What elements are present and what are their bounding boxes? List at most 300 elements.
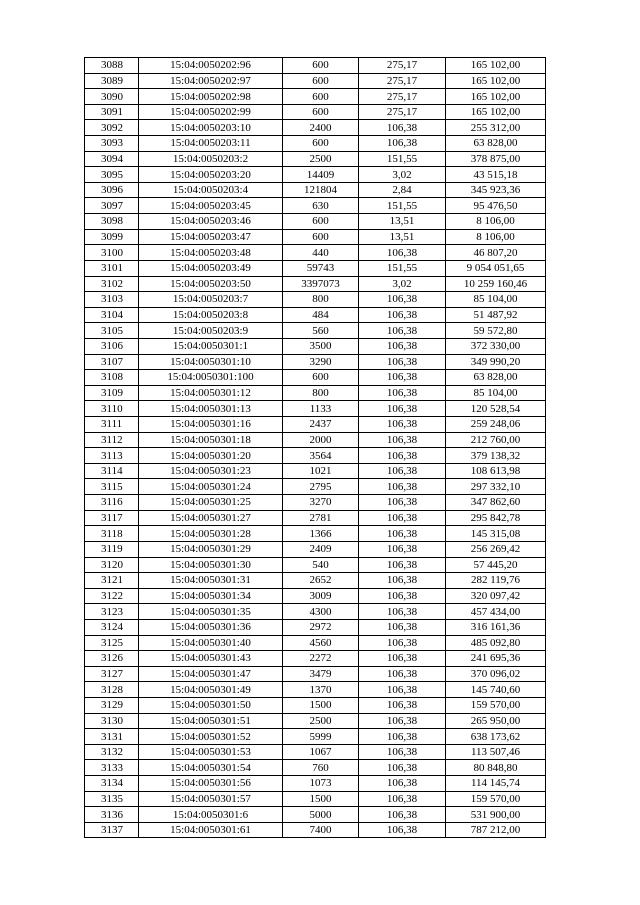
cell-cadastral-value: 372 330,00 — [446, 338, 546, 354]
cell-area: 2500 — [283, 713, 359, 729]
cell-cadastral-value: 8 106,00 — [446, 229, 546, 245]
cell-cadastral-number: 15:04:0050301:52 — [139, 729, 283, 745]
table-row — [85, 182, 546, 198]
cell-specific-value: 106,38 — [359, 791, 446, 807]
cell-area: 3009 — [283, 588, 359, 604]
cell-specific-value: 106,38 — [359, 448, 446, 464]
table-row — [85, 713, 546, 729]
cell-area: 3397073 — [283, 276, 359, 292]
table-row — [85, 697, 546, 713]
cell-cadastral-number: 15:04:0050301:10 — [139, 354, 283, 370]
cell-area: 1133 — [283, 401, 359, 417]
table-row — [85, 198, 546, 214]
cell-row-number: 3097 — [85, 198, 139, 214]
cell-cadastral-number: 15:04:0050301:1 — [139, 338, 283, 354]
table-row — [85, 807, 546, 823]
cell-cadastral-value: 59 572,80 — [446, 323, 546, 339]
cell-cadastral-value: 63 828,00 — [446, 370, 546, 386]
cell-area: 1067 — [283, 744, 359, 760]
cell-specific-value: 106,38 — [359, 744, 446, 760]
cell-specific-value: 106,38 — [359, 651, 446, 667]
cell-cadastral-value: 212 760,00 — [446, 432, 546, 448]
cell-row-number: 3126 — [85, 651, 139, 667]
cell-area: 4300 — [283, 604, 359, 620]
cell-area: 1500 — [283, 697, 359, 713]
cell-row-number: 3116 — [85, 495, 139, 511]
cell-area: 4560 — [283, 635, 359, 651]
cell-cadastral-number: 15:04:0050301:56 — [139, 776, 283, 792]
cell-cadastral-number: 15:04:0050301:34 — [139, 588, 283, 604]
cell-cadastral-value: 113 507,46 — [446, 744, 546, 760]
table-row — [85, 526, 546, 542]
cell-cadastral-number: 15:04:0050301:51 — [139, 713, 283, 729]
cell-area: 600 — [283, 229, 359, 245]
table-row — [85, 276, 546, 292]
table-row — [85, 417, 546, 433]
cell-specific-value: 13,51 — [359, 229, 446, 245]
cell-area: 600 — [283, 214, 359, 230]
cell-cadastral-number: 15:04:0050301:20 — [139, 448, 283, 464]
cell-area: 1021 — [283, 463, 359, 479]
cell-area: 2000 — [283, 432, 359, 448]
cell-cadastral-value: 8 106,00 — [446, 214, 546, 230]
cell-cadastral-number: 15:04:0050301:50 — [139, 697, 283, 713]
table-row — [85, 588, 546, 604]
cell-cadastral-value: 347 862,60 — [446, 495, 546, 511]
cell-cadastral-number: 15:04:0050301:53 — [139, 744, 283, 760]
cell-area: 1370 — [283, 682, 359, 698]
cell-cadastral-number: 15:04:0050203:11 — [139, 136, 283, 152]
cell-row-number: 3134 — [85, 776, 139, 792]
table-row — [85, 791, 546, 807]
cell-cadastral-value: 165 102,00 — [446, 58, 546, 74]
table-row — [85, 776, 546, 792]
cell-cadastral-value: 256 269,42 — [446, 541, 546, 557]
cell-cadastral-number: 15:04:0050203:10 — [139, 120, 283, 136]
cell-cadastral-number: 15:04:0050301:28 — [139, 526, 283, 542]
table-row — [85, 89, 546, 105]
table-row — [85, 822, 546, 838]
cell-cadastral-number: 15:04:0050203:47 — [139, 229, 283, 245]
cell-row-number: 3094 — [85, 151, 139, 167]
cell-area: 3270 — [283, 495, 359, 511]
cell-cadastral-number: 15:04:0050301:30 — [139, 557, 283, 573]
table-row — [85, 541, 546, 557]
cell-row-number: 3114 — [85, 463, 139, 479]
cell-specific-value: 106,38 — [359, 713, 446, 729]
cell-cadastral-value: 320 097,42 — [446, 588, 546, 604]
cell-cadastral-number: 15:04:0050203:49 — [139, 260, 283, 276]
cell-cadastral-value: 379 138,32 — [446, 448, 546, 464]
cell-row-number: 3137 — [85, 822, 139, 838]
table-row — [85, 666, 546, 682]
cell-cadastral-value: 297 332,10 — [446, 479, 546, 495]
cell-cadastral-value: 43 515,18 — [446, 167, 546, 183]
cell-row-number: 3105 — [85, 323, 139, 339]
cell-specific-value: 106,38 — [359, 307, 446, 323]
cell-specific-value: 275,17 — [359, 58, 446, 74]
cell-specific-value: 151,55 — [359, 260, 446, 276]
cell-specific-value: 106,38 — [359, 526, 446, 542]
cell-cadastral-value: 295 842,78 — [446, 510, 546, 526]
cell-cadastral-number: 15:04:0050301:49 — [139, 682, 283, 698]
cell-cadastral-value: 255 312,00 — [446, 120, 546, 136]
cell-specific-value: 3,02 — [359, 167, 446, 183]
cell-cadastral-value: 531 900,00 — [446, 807, 546, 823]
cell-row-number: 3093 — [85, 136, 139, 152]
table-row — [85, 573, 546, 589]
cell-cadastral-number: 15:04:0050203:46 — [139, 214, 283, 230]
cell-cadastral-value: 638 173,62 — [446, 729, 546, 745]
cell-row-number: 3117 — [85, 510, 139, 526]
cell-specific-value: 106,38 — [359, 510, 446, 526]
cell-row-number: 3091 — [85, 104, 139, 120]
cell-row-number: 3135 — [85, 791, 139, 807]
cell-cadastral-value: 165 102,00 — [446, 89, 546, 105]
cell-cadastral-number: 15:04:0050301:24 — [139, 479, 283, 495]
cell-specific-value: 106,38 — [359, 120, 446, 136]
cell-specific-value: 106,38 — [359, 401, 446, 417]
cell-specific-value: 106,38 — [359, 604, 446, 620]
table-row — [85, 744, 546, 760]
cell-cadastral-number: 15:04:0050202:96 — [139, 58, 283, 74]
cell-specific-value: 106,38 — [359, 697, 446, 713]
cell-cadastral-value: 787 212,00 — [446, 822, 546, 838]
cell-specific-value: 106,38 — [359, 495, 446, 511]
cell-area: 1500 — [283, 791, 359, 807]
cell-specific-value: 106,38 — [359, 588, 446, 604]
cell-specific-value: 106,38 — [359, 417, 446, 433]
cell-specific-value: 151,55 — [359, 198, 446, 214]
cell-row-number: 3121 — [85, 573, 139, 589]
cell-area: 2795 — [283, 479, 359, 495]
cell-cadastral-value: 159 570,00 — [446, 697, 546, 713]
table-row — [85, 385, 546, 401]
cell-area: 2437 — [283, 417, 359, 433]
cell-area: 1366 — [283, 526, 359, 542]
cell-area: 2409 — [283, 541, 359, 557]
cell-specific-value: 2,84 — [359, 182, 446, 198]
table-row — [85, 479, 546, 495]
cell-specific-value: 106,38 — [359, 760, 446, 776]
cell-cadastral-number: 15:04:0050203:8 — [139, 307, 283, 323]
table-row — [85, 167, 546, 183]
cell-cadastral-number: 15:04:0050301:100 — [139, 370, 283, 386]
cell-cadastral-number: 15:04:0050301:23 — [139, 463, 283, 479]
cell-row-number: 3107 — [85, 354, 139, 370]
cell-cadastral-value: 57 445,20 — [446, 557, 546, 573]
cell-area: 600 — [283, 104, 359, 120]
cell-row-number: 3088 — [85, 58, 139, 74]
cell-specific-value: 106,38 — [359, 807, 446, 823]
cell-area: 600 — [283, 58, 359, 74]
cell-cadastral-value: 95 476,50 — [446, 198, 546, 214]
table-row — [85, 260, 546, 276]
cell-area: 630 — [283, 198, 359, 214]
cell-cadastral-value: 145 315,08 — [446, 526, 546, 542]
cell-area: 3500 — [283, 338, 359, 354]
cell-cadastral-value: 259 248,06 — [446, 417, 546, 433]
cadastral-value-table — [84, 57, 546, 838]
cell-area: 760 — [283, 760, 359, 776]
table-row — [85, 510, 546, 526]
cell-cadastral-value: 345 923,36 — [446, 182, 546, 198]
cell-row-number: 3128 — [85, 682, 139, 698]
cell-cadastral-value: 370 096,02 — [446, 666, 546, 682]
cell-cadastral-number: 15:04:0050301:35 — [139, 604, 283, 620]
cell-cadastral-value: 241 695,36 — [446, 651, 546, 667]
table-row — [85, 635, 546, 651]
cell-area: 2400 — [283, 120, 359, 136]
cell-cadastral-number: 15:04:0050301:6 — [139, 807, 283, 823]
cell-area: 2272 — [283, 651, 359, 667]
cell-cadastral-number: 15:04:0050301:25 — [139, 495, 283, 511]
cell-row-number: 3113 — [85, 448, 139, 464]
cell-cadastral-value: 316 161,36 — [446, 619, 546, 635]
cell-row-number: 3133 — [85, 760, 139, 776]
table-row — [85, 729, 546, 745]
cell-specific-value: 106,38 — [359, 338, 446, 354]
table-body — [85, 58, 546, 838]
cell-cadastral-value: 80 848,80 — [446, 760, 546, 776]
cell-row-number: 3095 — [85, 167, 139, 183]
cell-row-number: 3120 — [85, 557, 139, 573]
cell-specific-value: 106,38 — [359, 354, 446, 370]
table-row — [85, 307, 546, 323]
cell-cadastral-number: 15:04:0050301:31 — [139, 573, 283, 589]
cell-cadastral-value: 51 487,92 — [446, 307, 546, 323]
cell-row-number: 3098 — [85, 214, 139, 230]
table-row — [85, 463, 546, 479]
cell-row-number: 3112 — [85, 432, 139, 448]
cell-area: 2652 — [283, 573, 359, 589]
table-row — [85, 354, 546, 370]
cell-specific-value: 106,38 — [359, 479, 446, 495]
table-row — [85, 370, 546, 386]
table-row — [85, 245, 546, 261]
cell-row-number: 3096 — [85, 182, 139, 198]
cell-cadastral-value: 10 259 160,46 — [446, 276, 546, 292]
cell-specific-value: 106,38 — [359, 385, 446, 401]
cell-area: 7400 — [283, 822, 359, 838]
cell-cadastral-number: 15:04:0050301:47 — [139, 666, 283, 682]
table-row — [85, 338, 546, 354]
cell-specific-value: 106,38 — [359, 245, 446, 261]
cell-cadastral-number: 15:04:0050301:12 — [139, 385, 283, 401]
cell-cadastral-number: 15:04:0050203:50 — [139, 276, 283, 292]
cell-area: 484 — [283, 307, 359, 323]
table-row — [85, 432, 546, 448]
cell-cadastral-number: 15:04:0050202:99 — [139, 104, 283, 120]
cell-cadastral-number: 15:04:0050301:40 — [139, 635, 283, 651]
cell-cadastral-value: 145 740,60 — [446, 682, 546, 698]
cell-specific-value: 151,55 — [359, 151, 446, 167]
table-row — [85, 323, 546, 339]
cell-cadastral-number: 15:04:0050301:27 — [139, 510, 283, 526]
cell-specific-value: 106,38 — [359, 541, 446, 557]
cell-row-number: 3122 — [85, 588, 139, 604]
cell-area: 2972 — [283, 619, 359, 635]
cell-area: 3479 — [283, 666, 359, 682]
cell-specific-value: 106,38 — [359, 682, 446, 698]
cell-row-number: 3100 — [85, 245, 139, 261]
table-row — [85, 229, 546, 245]
cell-cadastral-value: 114 145,74 — [446, 776, 546, 792]
cell-cadastral-number: 15:04:0050203:45 — [139, 198, 283, 214]
cell-row-number: 3089 — [85, 73, 139, 89]
cell-row-number: 3124 — [85, 619, 139, 635]
cell-specific-value: 106,38 — [359, 432, 446, 448]
cell-row-number: 3103 — [85, 292, 139, 308]
cell-row-number: 3109 — [85, 385, 139, 401]
cell-specific-value: 106,38 — [359, 136, 446, 152]
cell-cadastral-value: 165 102,00 — [446, 73, 546, 89]
cell-cadastral-number: 15:04:0050203:4 — [139, 182, 283, 198]
cell-row-number: 3108 — [85, 370, 139, 386]
cell-area: 800 — [283, 385, 359, 401]
cell-area: 121804 — [283, 182, 359, 198]
table-row — [85, 401, 546, 417]
cell-specific-value: 275,17 — [359, 104, 446, 120]
cell-cadastral-number: 15:04:0050301:61 — [139, 822, 283, 838]
cell-specific-value: 106,38 — [359, 635, 446, 651]
cell-cadastral-value: 85 104,00 — [446, 385, 546, 401]
cell-cadastral-number: 15:04:0050203:7 — [139, 292, 283, 308]
cell-specific-value: 106,38 — [359, 370, 446, 386]
cell-specific-value: 275,17 — [359, 73, 446, 89]
cell-cadastral-value: 165 102,00 — [446, 104, 546, 120]
cell-cadastral-number: 15:04:0050301:16 — [139, 417, 283, 433]
cell-row-number: 3123 — [85, 604, 139, 620]
cell-cadastral-value: 378 875,00 — [446, 151, 546, 167]
table-row — [85, 104, 546, 120]
cell-cadastral-number: 15:04:0050301:57 — [139, 791, 283, 807]
cell-cadastral-value: 108 613,98 — [446, 463, 546, 479]
cell-row-number: 3115 — [85, 479, 139, 495]
cell-area: 2781 — [283, 510, 359, 526]
cell-cadastral-number: 15:04:0050203:48 — [139, 245, 283, 261]
cell-row-number: 3136 — [85, 807, 139, 823]
cell-area: 59743 — [283, 260, 359, 276]
table-row — [85, 651, 546, 667]
cell-area: 3564 — [283, 448, 359, 464]
cell-cadastral-value: 349 990,20 — [446, 354, 546, 370]
cell-specific-value: 106,38 — [359, 557, 446, 573]
table-row — [85, 58, 546, 74]
cell-specific-value: 13,51 — [359, 214, 446, 230]
cell-cadastral-number: 15:04:0050203:9 — [139, 323, 283, 339]
cell-area: 560 — [283, 323, 359, 339]
cell-specific-value: 106,38 — [359, 463, 446, 479]
cell-specific-value: 106,38 — [359, 776, 446, 792]
cell-area: 5999 — [283, 729, 359, 745]
table-row — [85, 495, 546, 511]
cell-cadastral-value: 120 528,54 — [446, 401, 546, 417]
cell-area: 600 — [283, 89, 359, 105]
cell-row-number: 3130 — [85, 713, 139, 729]
table-row — [85, 619, 546, 635]
cell-specific-value: 106,38 — [359, 619, 446, 635]
table-row — [85, 73, 546, 89]
cell-area: 800 — [283, 292, 359, 308]
cell-row-number: 3111 — [85, 417, 139, 433]
cell-specific-value: 3,02 — [359, 276, 446, 292]
cell-row-number: 3090 — [85, 89, 139, 105]
cell-cadastral-number: 15:04:0050301:36 — [139, 619, 283, 635]
cell-row-number: 3118 — [85, 526, 139, 542]
cell-area: 1073 — [283, 776, 359, 792]
cell-cadastral-value: 485 092,80 — [446, 635, 546, 651]
cell-area: 600 — [283, 136, 359, 152]
cell-row-number: 3102 — [85, 276, 139, 292]
cell-area: 2500 — [283, 151, 359, 167]
cell-specific-value: 106,38 — [359, 822, 446, 838]
cell-cadastral-value: 85 104,00 — [446, 292, 546, 308]
cell-cadastral-number: 15:04:0050301:54 — [139, 760, 283, 776]
cell-specific-value: 106,38 — [359, 729, 446, 745]
cell-cadastral-number: 15:04:0050203:2 — [139, 151, 283, 167]
cell-specific-value: 275,17 — [359, 89, 446, 105]
table-row — [85, 292, 546, 308]
cell-area: 600 — [283, 73, 359, 89]
cell-cadastral-number: 15:04:0050301:43 — [139, 651, 283, 667]
cell-specific-value: 106,38 — [359, 292, 446, 308]
cell-row-number: 3127 — [85, 666, 139, 682]
cell-area: 540 — [283, 557, 359, 573]
cell-cadastral-value: 159 570,00 — [446, 791, 546, 807]
cell-cadastral-value: 265 950,00 — [446, 713, 546, 729]
cell-specific-value: 106,38 — [359, 666, 446, 682]
table-row — [85, 604, 546, 620]
cell-row-number: 3125 — [85, 635, 139, 651]
cell-cadastral-number: 15:04:0050202:98 — [139, 89, 283, 105]
cell-row-number: 3104 — [85, 307, 139, 323]
cell-row-number: 3106 — [85, 338, 139, 354]
cell-cadastral-value: 282 119,76 — [446, 573, 546, 589]
cell-area: 3290 — [283, 354, 359, 370]
cell-row-number: 3132 — [85, 744, 139, 760]
cell-row-number: 3092 — [85, 120, 139, 136]
table-row — [85, 136, 546, 152]
table-row — [85, 151, 546, 167]
cell-cadastral-value: 46 807,20 — [446, 245, 546, 261]
cell-cadastral-number: 15:04:0050301:29 — [139, 541, 283, 557]
cell-area: 14409 — [283, 167, 359, 183]
table-row — [85, 557, 546, 573]
cell-cadastral-number: 15:04:0050203:20 — [139, 167, 283, 183]
cell-row-number: 3119 — [85, 541, 139, 557]
cell-row-number: 3101 — [85, 260, 139, 276]
table-row — [85, 448, 546, 464]
cell-area: 5000 — [283, 807, 359, 823]
cell-specific-value: 106,38 — [359, 573, 446, 589]
cell-row-number: 3110 — [85, 401, 139, 417]
cell-row-number: 3129 — [85, 697, 139, 713]
cell-specific-value: 106,38 — [359, 323, 446, 339]
cell-cadastral-number: 15:04:0050301:13 — [139, 401, 283, 417]
table-row — [85, 682, 546, 698]
cell-area: 600 — [283, 370, 359, 386]
cell-area: 440 — [283, 245, 359, 261]
cell-cadastral-value: 63 828,00 — [446, 136, 546, 152]
cell-row-number: 3131 — [85, 729, 139, 745]
cell-cadastral-value: 9 054 051,65 — [446, 260, 546, 276]
cell-row-number: 3099 — [85, 229, 139, 245]
table-row — [85, 760, 546, 776]
table-row — [85, 120, 546, 136]
cell-cadastral-value: 457 434,00 — [446, 604, 546, 620]
cell-cadastral-number: 15:04:0050202:97 — [139, 73, 283, 89]
